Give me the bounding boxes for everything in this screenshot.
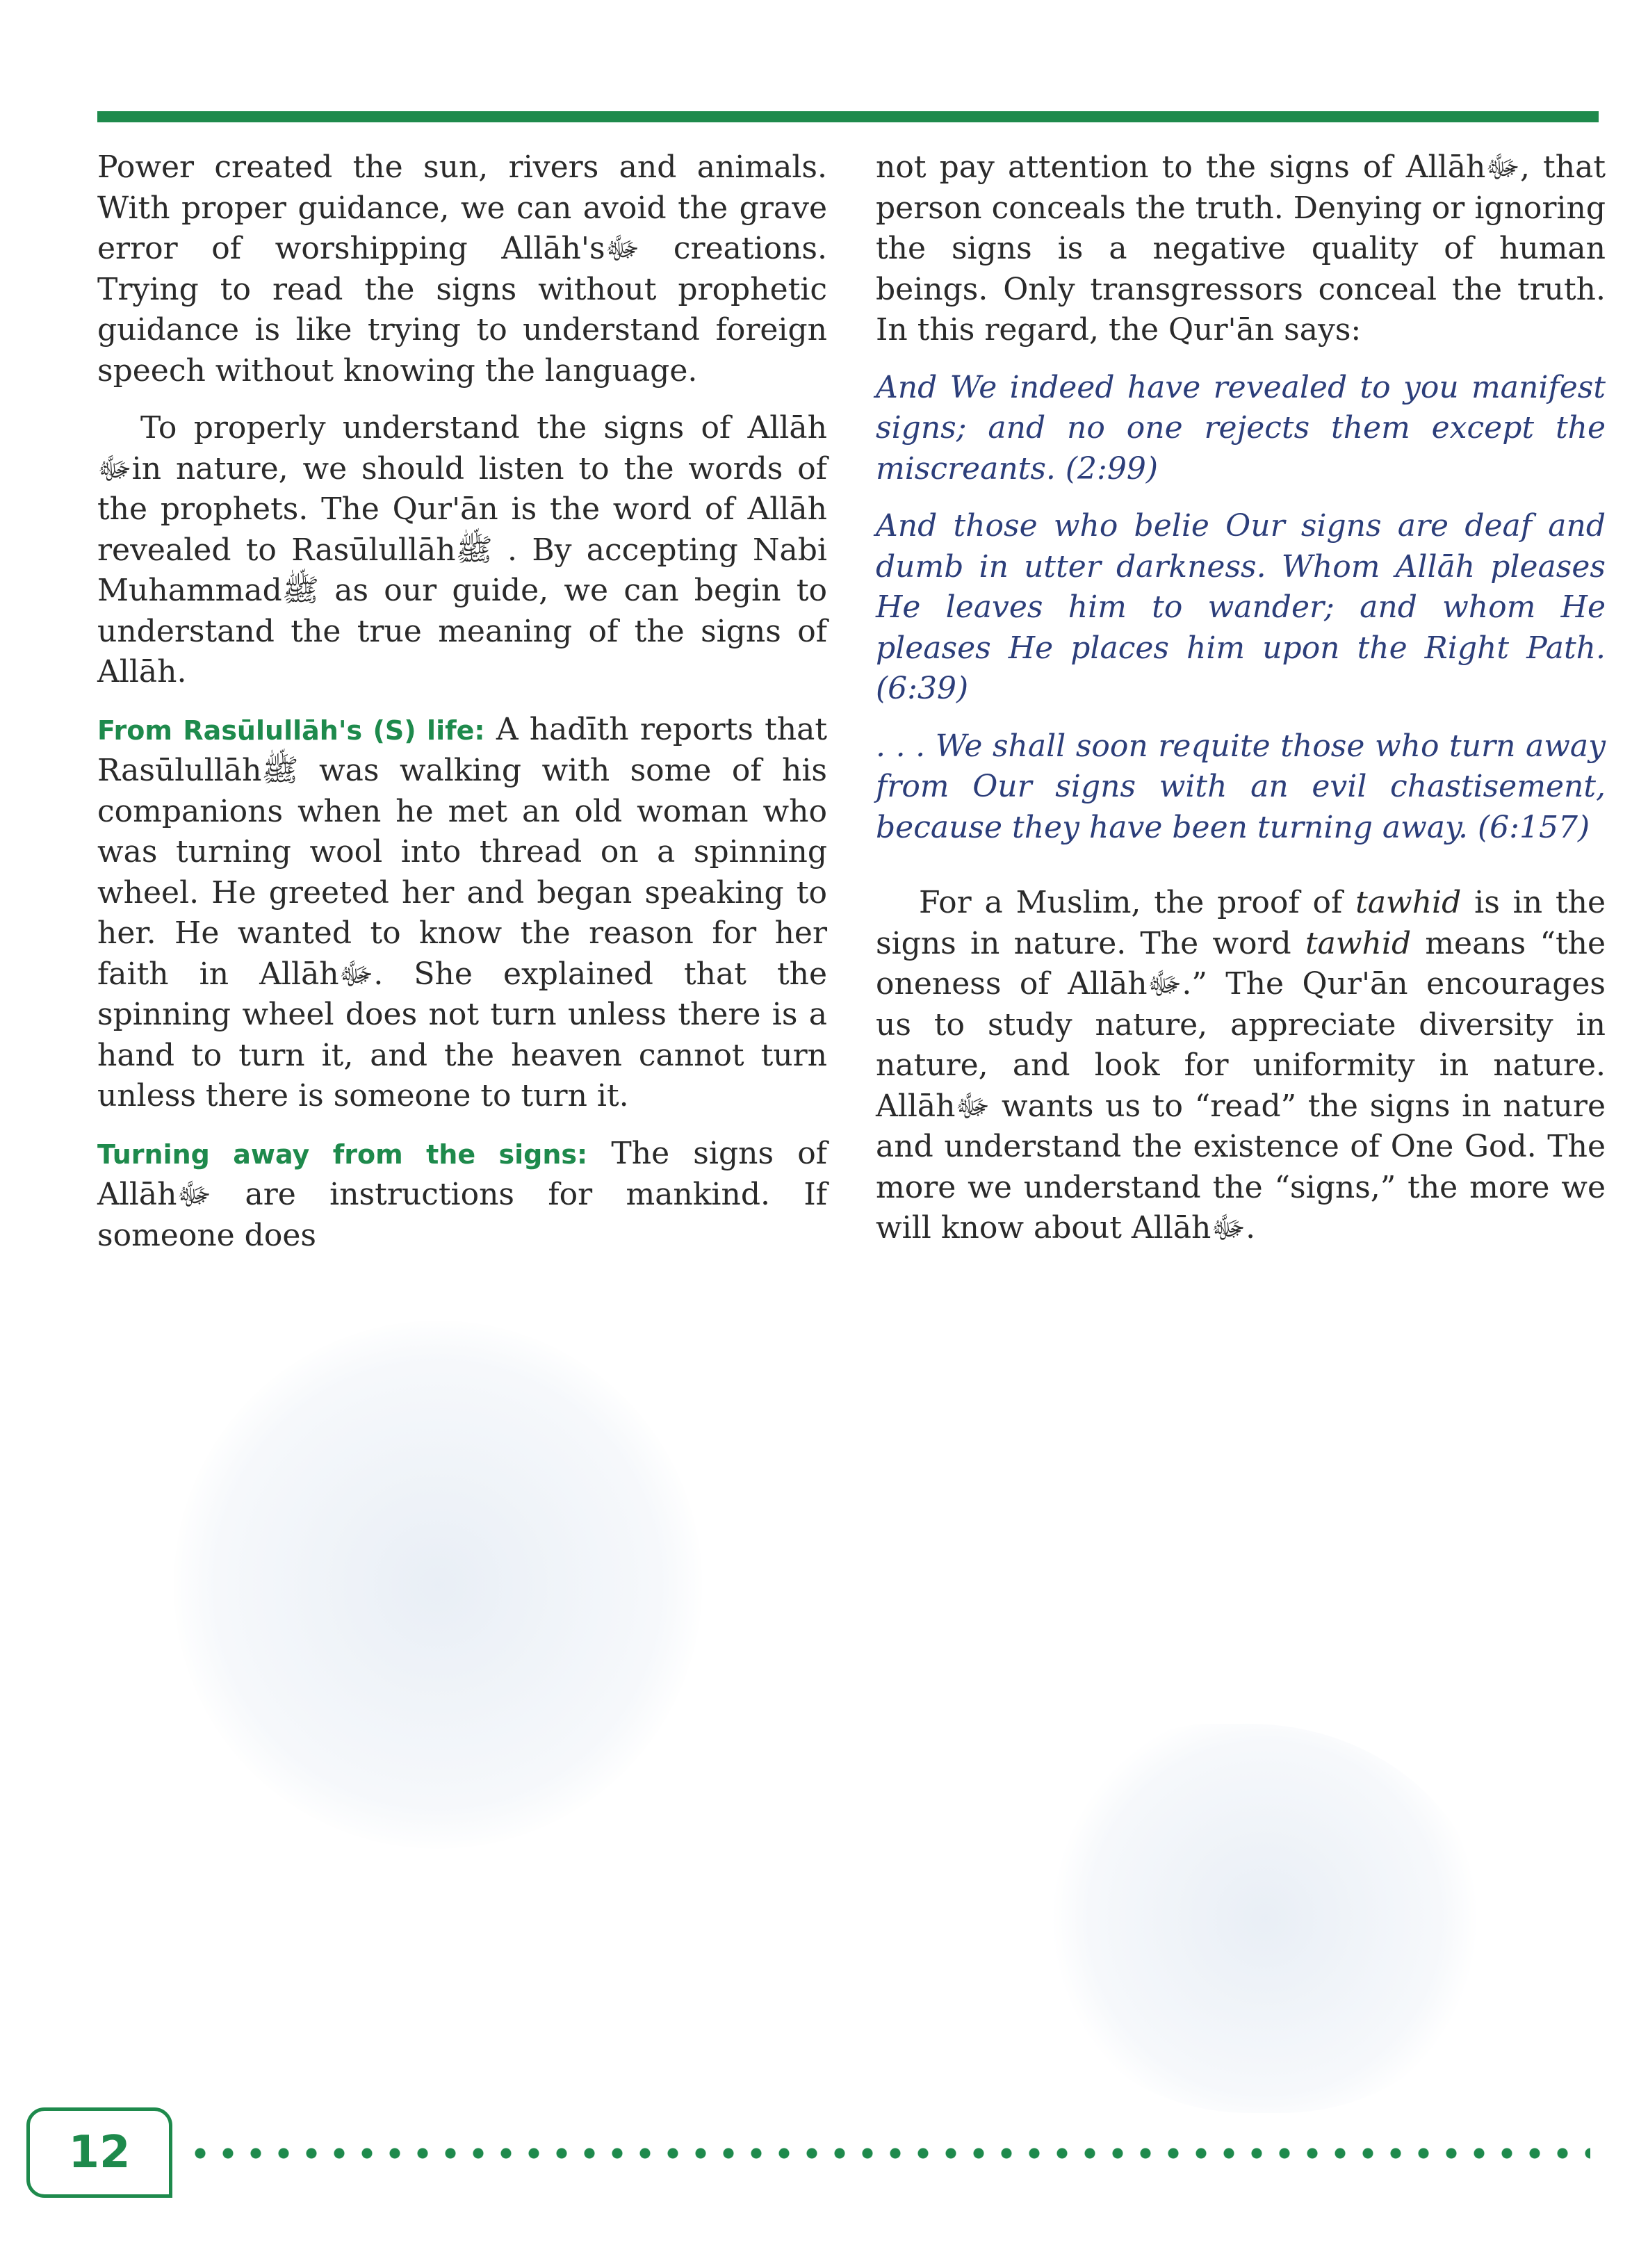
quran-quote: . . . We shall soon requite those who turn away from Our signs with an evil chastisement, because they have been turning away. (6:157) [876, 728, 1606, 845]
emphasis-term: tawhid [1355, 885, 1462, 920]
left-column [97, 147, 827, 1273]
paragraph-text: A hadīth reports that Rasūlullāhﷺ was walking with some of his companions when he met an old woman who was turning wool into thread on a spinning wheel. He greeted her and began speaking to her. He wanted to know the reason for her faith in Allāhﷻ. She explained that the spinning wheel does not turn unless there is a hand to turn it, and the heaven cannot turn unless there is someone to turn it. [97, 711, 827, 1113]
paragraph [97, 710, 827, 1117]
background-watermark [1043, 1724, 1487, 2113]
paragraph [876, 883, 1606, 1249]
header-rule [97, 111, 1599, 122]
footer-dotted-rule [186, 2148, 1590, 2159]
paragraph: To properly understand the signs of Allāh ﷻin nature, we should listen to the words of the prophets. The Qur'ān is the word of Allāh revealed to Rasūlullāhﷺ . By accepting Nabi Muhammadﷺ as our guide, we can begin to understand the true meaning of the signs of Allāh. [97, 410, 828, 690]
background-watermark [174, 1321, 702, 1849]
paragraph-text: is in the signs in nature. The word [876, 885, 1606, 961]
paragraph: Power created the sun, rivers and animals. With proper guidance, we can avoid the grave error of worshipping Allāh'sﷻ creations. Trying to read the signs without prophetic guidance is like trying to understand foreign speech without knowing the language. [97, 149, 827, 389]
quran-quote: And We indeed have revealed to you manifest signs; and no one rejects them except the miscreants. (2:99) [876, 369, 1606, 487]
paragraph [97, 1134, 827, 1257]
section-lead: From Rasūlullāh's (S) life: [97, 715, 485, 746]
emphasis-term: tawhid [1305, 925, 1412, 961]
quran-quote: And those who belie Our signs are deaf and dumb in utter darkness. Whom Allāh pleases He leaves him to wander; and whom He pleases He places him upon the Right Path. (6:39) [876, 508, 1606, 706]
section-lead: Turning away from the signs: [97, 1139, 588, 1170]
paragraph-text: The signs of Allāhﷻ are instructions for mankind. If someone does [97, 1135, 827, 1253]
right-column [876, 147, 1606, 1266]
paragraph-text: means “the oneness of Allāhﷻ.” The Qur'ān encourages us to study nature, appreciate diversity in nature, and look for uniformity in nature. Allāhﷻ wants us to “read” the signs in nature and understand the existence of One God. The more we understand the “signs,” the more we will know about Allāhﷻ. [876, 925, 1606, 1246]
paragraph-text: For a Muslim, the proof of [919, 885, 1356, 920]
paragraph: not pay attention to the signs of Allāhﷻ, that person conceals the truth. Denying or ignoring the signs is a negative quality of human beings. Only transgressors conceal the truth. In this regard, the Qur'ān says: [876, 149, 1606, 348]
page-number: 12 [26, 2107, 172, 2198]
